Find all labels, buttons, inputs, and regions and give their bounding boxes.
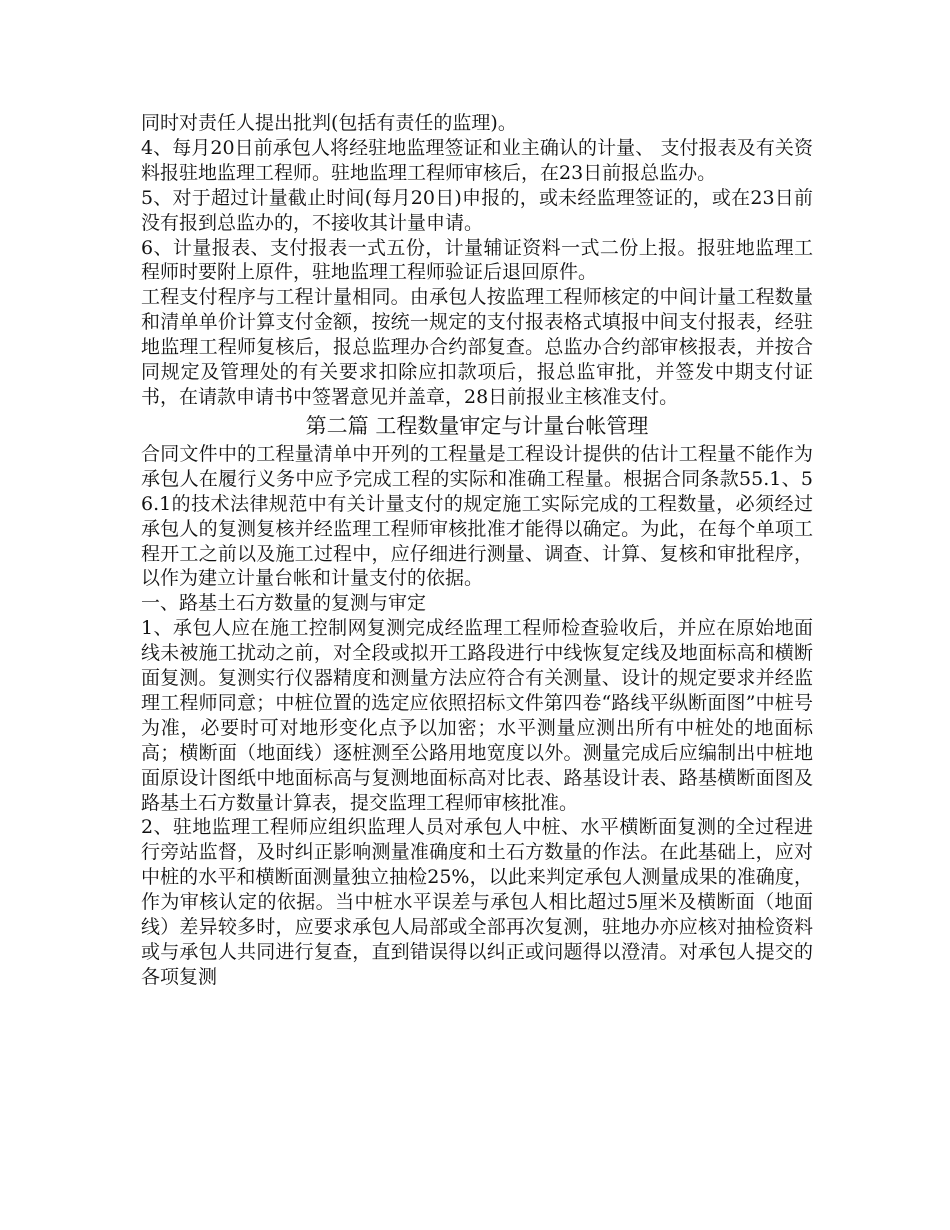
paragraph: 同时对责任人提出批判(包括有责任的监理)。 [141, 112, 517, 134]
paragraph: 合同文件中的工程量清单中开列的工程量是工程设计提供的估计工程量不能作为承包人在履行义务中应予完成工程的实际和准确工程量。根据合同条款55.1、56.1的技术法律规范中有关计量支付的规定施工实际完成的工程数量，必须经过承包人的复测复核并经监理工程师审核批准才能得以确定。为此，在每个单项工程开工之前以及施工过程中，应仔细进行测量、调查、计算、复核和审批程序，以作为建立计量台帐和计量支付的依据。 [141, 442, 813, 590]
paragraph: 1、承包人应在施工控制网复测完成经监理工程师检查验收后，并应在原始地面线未被施工扰动之前，对全段或拟开工路段进行中线恢复定线及地面标高和横断面复测。复测实行仪器精度和测量方法应符合有关测量、设计的规定要求并经监理工程师同意；中桩位置的选定应依照招标文件第四卷“路线平纵断面图”中桩号为准，必要时可对地形变化点予以加密；水平测量应测出所有中桩处的地面标高；横断面（地面线）逐桩测至公路用地宽度以外。测量完成后应编制出中桩地面原设计图纸中地面标高与复测地面标高对比表、路基设计表、路基横断面图及路基土石方数量计算表，提交监理工程师审核批准。 [141, 617, 813, 814]
section-title: 第二篇 工程数量审定与计量台帐管理 [305, 413, 649, 438]
paragraph: 5、对于超过计量截止时间(每月20日)申报的，或未经监理签证的，或在23日前没有报到总监办的，不接收其计量申请。 [141, 186, 813, 234]
paragraph: 工程支付程序与工程计量相同。由承包人按监理工程师核定的中间计量工程数量和清单单价计算支付金额，按统一规定的支付报表格式填报中间支付报表，经驻地监理工程师复核后，报总监理办合约部复查。总监办合约部审核报表，并按合同规定及管理处的有关要求扣除应扣款项后，报总监审批，并签发中期支付证书，在请款申请书中签署意见并盖章，28日前报业主核准支付。 [141, 286, 813, 408]
subsection-heading: 一、路基土石方数量的复测与审定 [141, 592, 427, 615]
paragraph: 2、驻地监理工程师应组织监理人员对承包人中桩、水平横断面复测的全过程进行旁站监督，及时纠正影响测量准确度和土石方数量的作法。在此基础上，应对中桩的水平和横断面测量独立抽检25%，以此来判定承包人测量成果的准确度，作为审核认定的依据。当中桩水平误差与承包人相比超过5厘米及横断面（地面线）差异较多时，应要求承包人局部或全部再次复测，驻地办亦应核对抽检资料或与承包人共同进行复查，直到错误得以纠正或问题得以澄清。对承包人提交的各项复测 [141, 816, 813, 988]
paragraph: 6、计量报表、支付报表一式五份，计量辅证资料一式二份上报。报驻地监理工程师时要附上原件，驻地监理工程师验证后退回原件。 [141, 236, 813, 284]
document-page [141, 111, 813, 990]
paragraph: 4、每月20日前承包人将经驻地监理签证和业主确认的计量、 支付报表及有关资料报驻地监理工程师。驻地监理工程师审核后，在23日前报总监办。 [141, 136, 813, 184]
